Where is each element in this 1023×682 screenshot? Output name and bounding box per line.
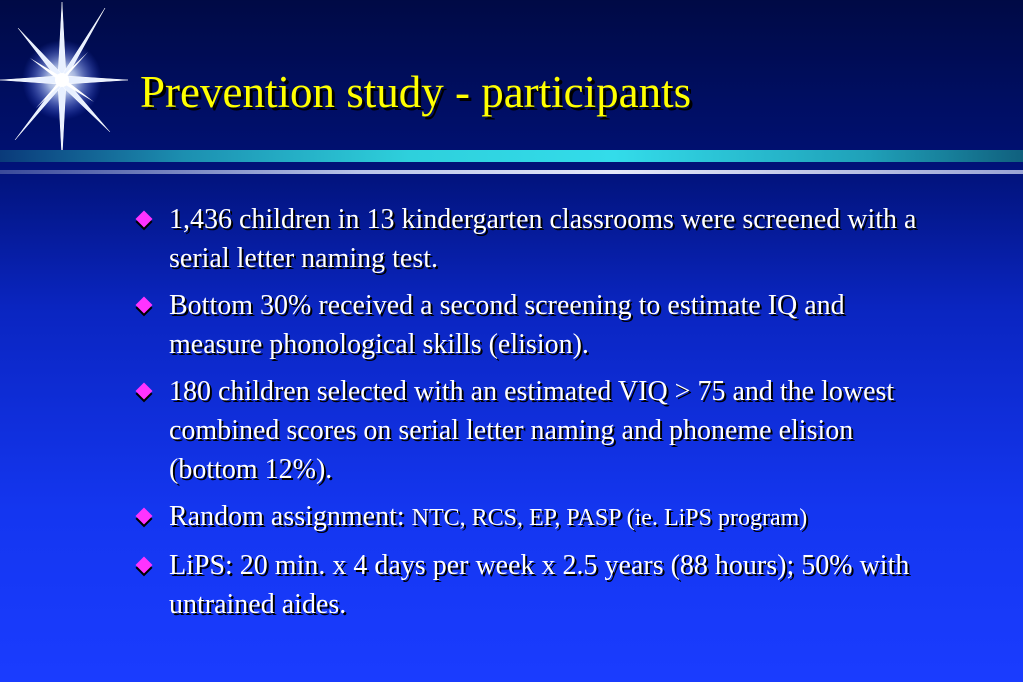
diamond-bullet-icon [136, 508, 153, 525]
bullet-text: 1,436 children in 13 kindergarten classrooms were screened with a serial letter naming test. [169, 204, 917, 274]
title-divider [0, 150, 1023, 162]
list-item [136, 286, 936, 364]
list-item [136, 200, 936, 278]
diamond-bullet-icon [136, 297, 153, 314]
diamond-bullet-icon [136, 383, 153, 400]
slide-title: Prevention study - participants [140, 67, 692, 117]
bullet-text: Bottom 30% received a second screening to estimate IQ and measure phonological skills (elision). [169, 290, 845, 360]
list-item [136, 497, 936, 538]
bullet-text-detail: NTC, RCS, EP, PASP (ie. LiPS program) [411, 505, 808, 531]
bullet-text: 180 children selected with an estimated VIQ > 75 and the lowest combined scores on serial letter naming and phoneme elision (bottom 12%). [169, 376, 895, 485]
diamond-bullet-icon [136, 211, 153, 228]
list-item [136, 372, 936, 489]
bullet-list [136, 200, 936, 632]
list-item [136, 546, 936, 624]
diamond-bullet-icon [136, 557, 153, 574]
title-divider-thin [0, 170, 1023, 174]
bullet-text-lead: Random assignment: [169, 501, 412, 532]
starburst-icon [0, 0, 130, 160]
bullet-text: LiPS: 20 min. x 4 days per week x 2.5 years (88 hours); 50% with untrained aides. [169, 550, 910, 620]
